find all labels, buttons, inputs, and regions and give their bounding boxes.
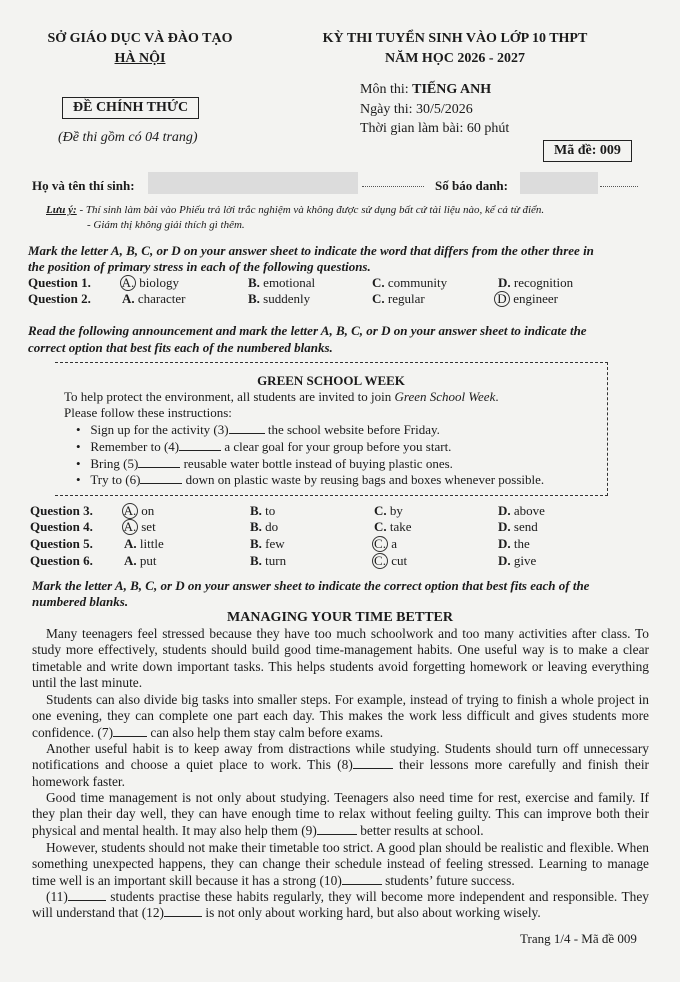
exam-code: Mã đề: 009 — [543, 140, 632, 162]
pages-note: (Đề thi gồm có 04 trang) — [58, 130, 198, 145]
passage-title: MANAGING YOUR TIME BETTER — [227, 610, 453, 625]
q2-option-c[interactable]: C. regular — [372, 291, 425, 306]
q1-option-d[interactable]: D. recognition — [498, 275, 574, 290]
q3-option-c[interactable]: C. by — [374, 503, 403, 518]
id-dots — [600, 186, 638, 187]
subject-label: Môn thi: — [360, 82, 409, 97]
question-4-label: Question 4. — [30, 519, 93, 534]
note-line-1 — [46, 204, 544, 216]
note-line-2: - Giám thị không giải thích gì thêm. — [87, 219, 245, 231]
note-text-1: - Thí sinh làm bài vào Phiếu trả lời trắc nghiệm và không được sử dụng bất cứ tài liệu nào, kể cả từ điển. — [79, 204, 545, 216]
city-name: HÀ NỘI — [114, 51, 166, 66]
q3-option-d[interactable]: D. above — [498, 503, 545, 518]
paragraph-2: Students can also divide big tasks into smaller steps. For example, instead of trying to finish a whole project in one evening, they can complete one part each day. This makes the work less difficult and gives students more confidence. (7) can also help them stay calm before exams. — [32, 692, 649, 740]
question-1-row — [28, 275, 91, 291]
school-year: NĂM HỌC 2026 - 2027 — [385, 51, 525, 66]
page-footer: Trang 1/4 - Mã đề 009 — [520, 931, 637, 946]
official-badge: ĐỀ CHÍNH THỨC — [62, 97, 199, 119]
bullet-6: • Try to (6) down on plastic waste by reusing bags and boxes whenever possible. — [76, 472, 545, 487]
q1-option-b[interactable]: B. emotional — [248, 275, 316, 290]
bullet-4: • Remember to (4) a clear goal for your group before you start. — [76, 439, 452, 454]
announcement-please: Please follow these instructions: — [64, 405, 232, 420]
q5-option-d[interactable]: D. the — [498, 536, 530, 551]
dept-name: SỞ GIÁO DỤC VÀ ĐÀO TẠO — [47, 31, 233, 46]
name-dots — [362, 186, 424, 187]
announcement-intro: To help protect the environment, all students are invited to join Green School Week. — [64, 389, 499, 404]
question-label: Question 1. — [28, 275, 91, 290]
q6-option-b[interactable]: B. turn — [250, 553, 287, 568]
section3-instruction-2: numbered blanks. — [32, 594, 129, 609]
q5-option-a[interactable]: A. little — [124, 536, 164, 551]
q3-option-a[interactable]: A. on — [123, 503, 155, 518]
question-6-label: Question 6. — [30, 553, 93, 568]
q5-option-b[interactable]: B. few — [250, 536, 285, 551]
q4-option-a[interactable]: A. set — [123, 519, 156, 534]
q5-option-c[interactable]: C. a — [374, 536, 397, 552]
section2-instruction-2: correct option that best fits each of the numbered blanks. — [28, 340, 333, 355]
question-5-label: Question 5. — [30, 536, 93, 551]
q6-option-a[interactable]: A. put — [124, 553, 157, 568]
announcement-title: GREEN SCHOOL WEEK — [257, 373, 405, 388]
q4-option-d[interactable]: D. send — [498, 519, 538, 534]
q6-option-c[interactable]: C. cut — [374, 553, 407, 569]
q6-option-d[interactable]: D. give — [498, 553, 537, 568]
subject-line — [360, 82, 491, 98]
q1-option-a[interactable]: A. biology — [121, 275, 179, 290]
question-label: Question 2. — [28, 291, 91, 306]
q1-option-c[interactable]: C. community — [372, 275, 448, 290]
q4-option-c[interactable]: C. take — [374, 519, 412, 534]
bullet-5: • Bring (5) reusable water bottle instead of buying plastic ones. — [76, 456, 453, 471]
exam-title: KỲ THI TUYỂN SINH VÀO LỚP 10 THPT — [322, 31, 588, 46]
q2-option-b[interactable]: B. suddenly — [248, 291, 311, 306]
question-3-label: Question 3. — [30, 503, 93, 518]
exam-duration: Thời gian làm bài: 60 phút — [360, 121, 510, 136]
question-2-row — [28, 291, 91, 307]
section1-instruction-2: the position of primary stress in each of the following questions. — [28, 259, 371, 274]
q2-option-a[interactable]: A. character — [122, 291, 186, 306]
paragraph-6: (11) students practise these habits regularly, they will become more independent and responsible. They will understand that (12) is not only about working hard, but also about working wisely. — [32, 889, 649, 921]
paragraph-5: However, students should not make their timetable too strict. A good plan should be realistic and flexible. When something unexpected happens, they can change their schedule instead of feeling stressed. Learning to manage time well is an important skill because it has a strong (10) students’ future success. — [32, 840, 649, 888]
candidate-name-field[interactable] — [148, 172, 358, 194]
candidate-name-label: Họ và tên thí sinh: — [32, 178, 135, 193]
paragraph-1: Many teenagers feel stressed because they have too much schoolwork and too many activities after class. To study more effectively, students should build good time-management habits. One useful way is to make a clear timetable and write down important tasks. This helps students avoid forgetting homework or leaving everything until the last minute. — [32, 626, 649, 690]
candidate-id-field[interactable] — [520, 172, 598, 194]
paragraph-4: Good time management is not only about studying. Teenagers also need time for rest, exercise and family. If they plan their day well, they can have enough time to relax without feeling guilty. This can improve both their physical and mental health. It may also help them (9) better results at school. — [32, 790, 649, 838]
candidate-id-label: Số báo danh: — [435, 178, 508, 193]
section3-instruction-1: Mark the letter A, B, C, or D on your answer sheet to indicate the correct option that best fits each of the — [32, 578, 590, 593]
exam-date: Ngày thi: 30/5/2026 — [360, 102, 473, 117]
note-label: Lưu ý: — [46, 204, 77, 216]
subject-value: TIẾNG ANH — [412, 82, 492, 97]
paragraph-3: Another useful habit is to keep away from distractions while studying. Students should turn off unnecessary notifications and choose a quiet place to work. This (8) their lessons more carefully and finish their homework faster. — [32, 741, 649, 789]
q2-option-d[interactable]: D engineer — [496, 291, 558, 307]
q4-option-b[interactable]: B. do — [250, 519, 279, 534]
section1-instruction-1: Mark the letter A, B, C, or D on your answer sheet to indicate the word that differs from the other three in — [28, 243, 594, 258]
bullet-3: • Sign up for the activity (3) the school website before Friday. — [76, 422, 440, 437]
q3-option-b[interactable]: B. to — [250, 503, 276, 518]
section2-instruction-1: Read the following announcement and mark the letter A, B, C, or D on your answer sheet to indicate the — [28, 323, 587, 338]
